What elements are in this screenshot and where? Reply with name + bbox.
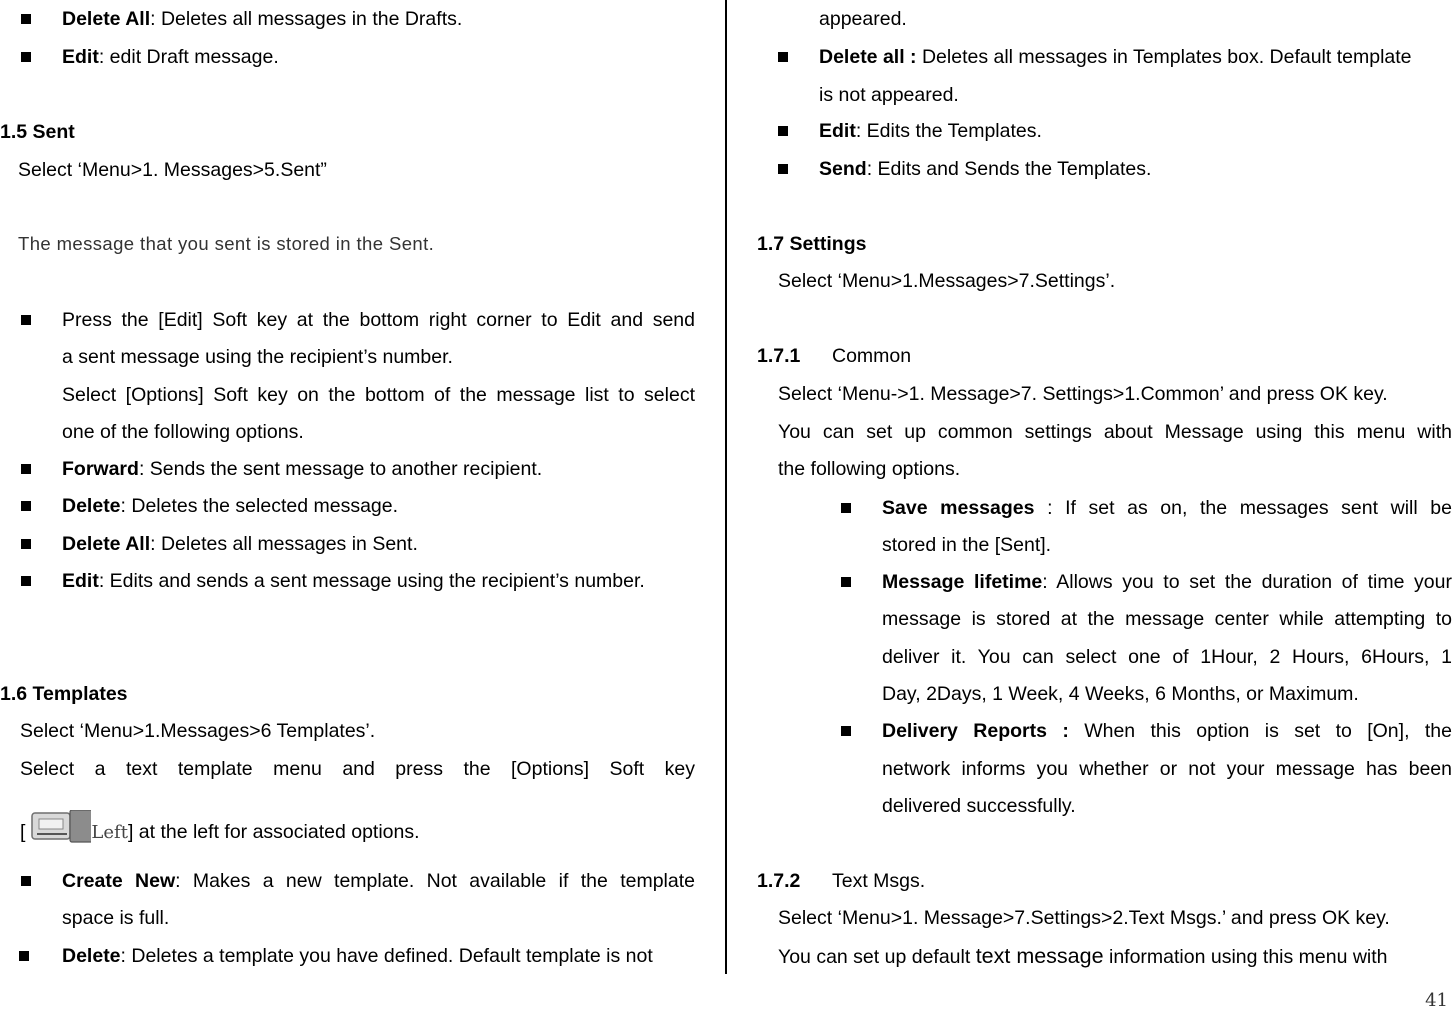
text-select-text: Select ‘Menu>1. Message>7.Settings>2.Text Msgs.’ and press OK key.: [778, 907, 1390, 929]
section-heading-templates: 1.6 Templates: [0, 683, 128, 705]
common-desc-line1: You can set up common settings about Message using this menu with: [778, 421, 1452, 443]
create-new-line2: space is full.: [62, 907, 170, 929]
lifetime-line4: Day, 2Days, 1 Week, 4 Weeks, 6 Months, or Maximum.: [882, 683, 1359, 705]
subsection-number-text: 1.7.2: [757, 870, 801, 892]
create-new-item: Create New: Makes a new template. Not available if the template: [62, 870, 695, 892]
edit-draft-item: Edit: edit Draft message.: [62, 46, 279, 68]
appeared-text: appeared.: [819, 8, 907, 30]
lifetime-line2: message is stored at the message center while attempting to: [882, 608, 1452, 630]
bullet-icon: [21, 539, 31, 549]
sent-press-line2: a sent message using the recipient’s number.: [62, 346, 453, 368]
text-desc-line1: You can set up default text message information using this menu with: [778, 944, 1388, 968]
bullet-icon: [778, 126, 788, 136]
section-heading-sent: 1.5 Sent: [0, 121, 75, 143]
templates-line1: Select a text template menu and press the [Options] Soft key: [20, 758, 695, 780]
bullet-icon: [21, 52, 31, 62]
delete-all-drafts-item: Delete All: Deletes all messages in the Drafts.: [62, 8, 463, 30]
subsection-number-common: 1.7.1: [757, 345, 801, 367]
bullet-icon: [21, 315, 31, 325]
lifetime-item: Message lifetime: Allows you to set the duration of time your: [882, 571, 1452, 593]
page-number: 41: [1425, 990, 1448, 1011]
bullet-icon: [19, 951, 29, 961]
delivery-line2: network informs you whether or not your message has been: [882, 758, 1452, 780]
send-templates-item: Send: Edits and Sends the Templates.: [819, 158, 1152, 180]
save-messages-item: Save messages : If set as on, the messages sent will be: [882, 497, 1452, 519]
sent-press-line3: Select [Options] Soft key on the bottom of the message list to select: [62, 384, 695, 406]
common-desc-line2: the following options.: [778, 458, 961, 480]
delete-all-templates-item: Delete all : Deletes all messages in Templates box. Default template: [819, 46, 1412, 68]
bullet-icon: [21, 14, 31, 24]
bullet-icon: [21, 501, 31, 511]
delete-all-line2: is not appeared.: [819, 84, 959, 106]
delete-template-item: Delete: Deletes a template you have defined. Default template is not: [62, 945, 653, 967]
templates-line2: [ Left] at the left for associated options.: [20, 810, 420, 845]
edit-sent-item: Edit: Edits and sends a sent message using the recipient’s number.: [62, 570, 645, 592]
templates-select-text: Select ‘Menu>1.Messages>6 Templates’.: [20, 720, 376, 742]
common-select-text: Select ‘Menu->1. Message>7. Settings>1.Common’ and press OK key.: [778, 383, 1388, 405]
delivery-reports-item: Delivery Reports : When this option is set to [On], the: [882, 720, 1452, 742]
edit-templates-item: Edit: Edits the Templates.: [819, 120, 1042, 142]
subsection-title-common: Common: [832, 345, 912, 367]
sent-press-line1: Press the [Edit] Soft key at the bottom right corner to Edit and send: [62, 309, 695, 331]
settings-select-text: Select ‘Menu>1.Messages>7.Settings’.: [778, 270, 1116, 292]
save-messages-line2: stored in the [Sent].: [882, 534, 1052, 556]
delete-all-sent-item: Delete All: Deletes all messages in Sent.: [62, 533, 418, 555]
section-heading-settings: 1.7 Settings: [757, 233, 867, 255]
bullet-icon: [841, 503, 851, 513]
sent-press-line4: one of the following options.: [62, 421, 304, 443]
lifetime-line3: deliver it. You can select one of 1Hour, 2 Hours, 6Hours, 1: [882, 646, 1452, 668]
bullet-icon: [841, 726, 851, 736]
sent-select-text: Select ‘Menu>1. Messages>5.Sent”: [18, 159, 327, 181]
forward-item: Forward: Sends the sent message to another recipient.: [62, 458, 543, 480]
bullet-icon: [841, 577, 851, 587]
bullet-icon: [778, 164, 788, 174]
delete-item: Delete: Deletes the selected message.: [62, 495, 399, 517]
subsection-title-text: Text Msgs.: [832, 870, 926, 892]
column-divider: [725, 0, 727, 974]
bullet-icon: [21, 464, 31, 474]
bullet-icon: [778, 52, 788, 62]
bullet-icon: [21, 876, 31, 886]
sent-note-text: The message that you sent is stored in the Sent.: [18, 233, 435, 254]
delivery-line3: delivered successfully.: [882, 795, 1076, 817]
left-soft-key-icon: [25, 810, 91, 844]
bullet-icon: [21, 576, 31, 586]
